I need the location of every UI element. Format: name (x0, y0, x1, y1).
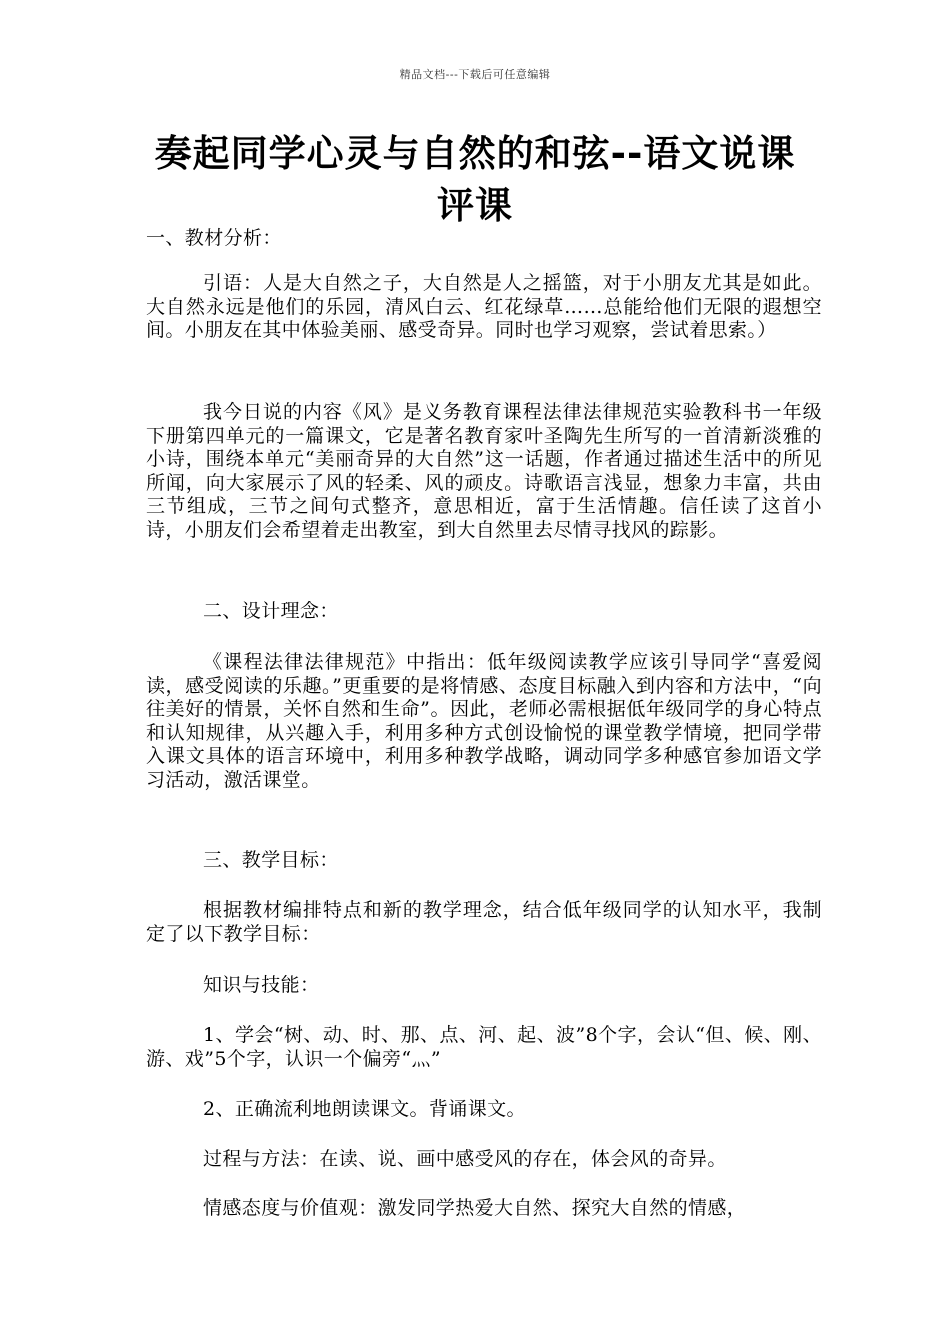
header-note: 精品文档---下载后可任意编辑 (399, 68, 551, 81)
goal-item-1: 1、学会“树、动、时、那、点、河、起、波”8个字，会认“但、候、刚、游、戏”5个字，认识一个偏旁“灬” (146, 1024, 822, 1070)
section-heading-2: 二、设计理念： (203, 600, 339, 622)
paragraph-intro: 引语：人是大自然之子，大自然是人之摇篮，对于小朋友尤其是如此。大自然永远是他们的乐园，清风白云、红花绿草……总能给他们无限的遐想空间。小朋友在其中体验美丽、感受奇异。同时也学习观察，尝试着思索。） (146, 272, 822, 341)
page-title: 奏起同学心灵与自然的和弦--语文说课评课 (154, 132, 796, 227)
emotion-values: 情感态度与价值观：激发同学热爱大自然、探究大自然的情感， (203, 1197, 747, 1219)
knowledge-heading: 知识与技能： (203, 974, 320, 996)
section-heading-1: 一、教材分析： (146, 227, 282, 249)
paragraph-content: 我今日说的内容《风》是义务教育课程法律法律规范实验教科书一年级下册第四单元的一篇课文，它是著名教育家叶圣陶先生所写的一首清新淡雅的小诗，围绕本单元“美丽奇异的大自然”这一话题，作者通过描述生活中的所见所闻，向大家展示了风的轻柔、风的顽皮。诗歌语言浅显，想象力丰富，共由三节组成，三节之间句式整齐，意思相近，富于生活情趣。信任读了这首小诗，小朋友们会希望着走出教室，到大自然里去尽情寻找风的踪影。 (146, 401, 822, 541)
process-method: 过程与方法：在读、说、画中感受风的存在，体会风的奇异。 (203, 1148, 727, 1170)
goal-item-2: 2、正确流利地朗读课文。背诵课文。 (203, 1098, 526, 1120)
section-heading-3: 三、教学目标： (203, 849, 339, 871)
paragraph-goals: 根据教材编排特点和新的教学理念，结合低年级同学的认知水平，我制定了以下教学目标： (146, 899, 822, 945)
paragraph-design: 《课程法律法律规范》中指出：低年级阅读教学应该引导同学“喜爱阅读，感受阅读的乐趣。”更重要的是将情感、态度目标融入到内容和方法中，“向往美好的情景，关怀自然和生命”。因此，老师必需根据低年级同学的身心特点和认知规律，从兴趣入手，利用多种方式创设愉悦的课堂教学情境，把同学带入课文具体的语言环境中，利用多种教学战略，调动同学多种感官参加语文学习活动，激活课堂。 (146, 651, 822, 791)
